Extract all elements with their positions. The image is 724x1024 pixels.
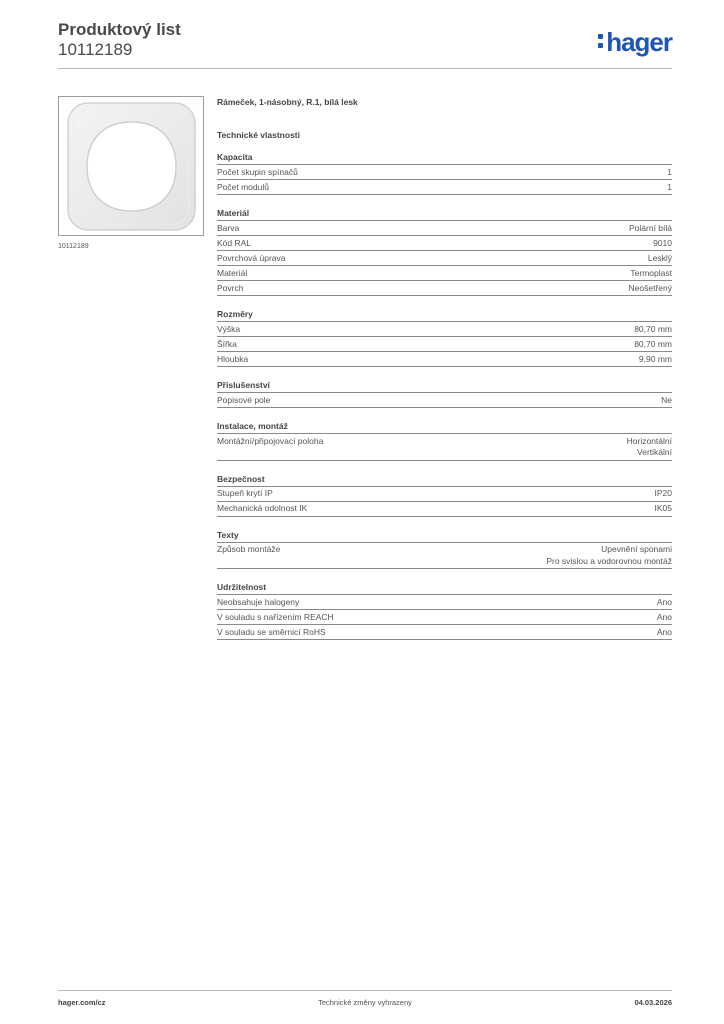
- spec-label: Šířka: [217, 338, 237, 349]
- image-caption: 10112189: [58, 243, 89, 250]
- spec-value: 1: [667, 166, 672, 177]
- spec-value: Upevnění sponami Pro svislou a vodorovnou montáž: [546, 544, 672, 566]
- spec-row: [217, 625, 672, 640]
- product-details: [217, 96, 672, 640]
- spec-value: Termoplast: [630, 267, 672, 278]
- spec-value: IP20: [654, 488, 672, 498]
- spec-sections: [217, 151, 672, 640]
- section-title: Bezpečnost: [217, 473, 672, 487]
- spec-row: [217, 221, 672, 236]
- spec-row: [217, 322, 672, 337]
- spec-section: [217, 151, 672, 195]
- section-title: Udržitelnost: [217, 581, 672, 595]
- spec-row: [217, 393, 672, 408]
- spec-label: Materiál: [217, 267, 248, 278]
- spec-value: Ano: [656, 611, 672, 622]
- spec-section: [217, 581, 672, 640]
- footer-divider: [58, 990, 672, 991]
- section-title: Kapacita: [217, 151, 672, 165]
- technical-properties-heading: Technické vlastnosti: [217, 130, 300, 140]
- spec-section: [217, 379, 672, 408]
- spec-label: Montážní/připojovací poloha: [217, 435, 324, 446]
- spec-value: 9010: [653, 237, 672, 248]
- spec-row: [217, 337, 672, 352]
- spec-label: Povrch: [217, 282, 244, 293]
- spec-row: [217, 180, 672, 195]
- section-title: Texty: [217, 529, 672, 543]
- spec-row: [217, 352, 672, 367]
- spec-row: [217, 487, 672, 502]
- spec-row: [217, 281, 672, 296]
- spec-value: IK05: [654, 503, 672, 513]
- spec-section: [217, 420, 672, 461]
- spec-row: [217, 434, 672, 461]
- logo-dots-icon: [598, 34, 604, 50]
- footer-website: hager.com/cz: [58, 998, 106, 1007]
- spec-value: 9,90 mm: [638, 353, 672, 364]
- spec-value: Neošetřený: [628, 282, 672, 293]
- spec-label: Počet skupin spínačů: [217, 166, 298, 177]
- product-name: Rámeček, 1-násobný, R.1, bílá lesk: [217, 97, 358, 107]
- spec-row: [217, 251, 672, 266]
- spec-label: Výška: [217, 323, 241, 334]
- spec-label: Barva: [217, 222, 240, 233]
- spec-label: Počet modulů: [217, 181, 269, 192]
- product-image: [58, 96, 204, 236]
- spec-row: [217, 595, 672, 610]
- switch-frame-icon: [65, 100, 198, 233]
- spec-label: Hloubka: [217, 353, 249, 364]
- section-title: Instalace, montáž: [217, 420, 672, 434]
- spec-label: Popisové pole: [217, 394, 271, 405]
- spec-section: [217, 308, 672, 367]
- spec-row: [217, 236, 672, 251]
- spec-value: Horizontální Vertikální: [626, 435, 672, 457]
- spec-value: Ano: [656, 596, 672, 607]
- spec-label: Neobsahuje halogeny: [217, 596, 300, 607]
- spec-label: Povrchová úprava: [217, 252, 286, 263]
- spec-value: Lesklý: [647, 252, 672, 263]
- spec-row: [217, 502, 672, 517]
- spec-label: V souladu se směrnicí RoHS: [217, 626, 326, 637]
- product-number: 10112189: [58, 40, 133, 59]
- spec-row: [217, 266, 672, 281]
- spec-value: 80,70 mm: [634, 323, 672, 334]
- spec-row: [217, 165, 672, 180]
- logo-text: hager: [606, 27, 672, 57]
- footer-notice: Technické změny vyhrazeny: [318, 998, 412, 1007]
- spec-value: Ano: [656, 626, 672, 637]
- section-title: Rozměry: [217, 308, 672, 322]
- page-title: Produktový list: [58, 20, 181, 39]
- spec-section: [217, 207, 672, 296]
- section-title: Materiál: [217, 207, 672, 221]
- spec-section: [217, 473, 672, 517]
- footer-date: 04.03.2026: [634, 998, 672, 1007]
- spec-value: 1: [667, 181, 672, 192]
- spec-row: [217, 543, 672, 570]
- section-title: Příslušenství: [217, 379, 672, 393]
- header-divider: [58, 68, 672, 69]
- hager-logo: [598, 28, 672, 56]
- spec-value: Ne: [661, 394, 672, 405]
- spec-value: Polární bílá: [629, 222, 672, 233]
- spec-value: 80,70 mm: [634, 338, 672, 349]
- spec-label: V souladu s nařízením REACH: [217, 611, 334, 622]
- spec-label: Mechanická odolnost IK: [217, 503, 308, 513]
- spec-label: Způsob montáže: [217, 544, 281, 554]
- spec-label: Kód RAL: [217, 237, 252, 248]
- spec-section: [217, 529, 672, 570]
- page-header: [58, 20, 672, 70]
- spec-label: Stupeň krytí IP: [217, 488, 273, 498]
- spec-row: [217, 610, 672, 625]
